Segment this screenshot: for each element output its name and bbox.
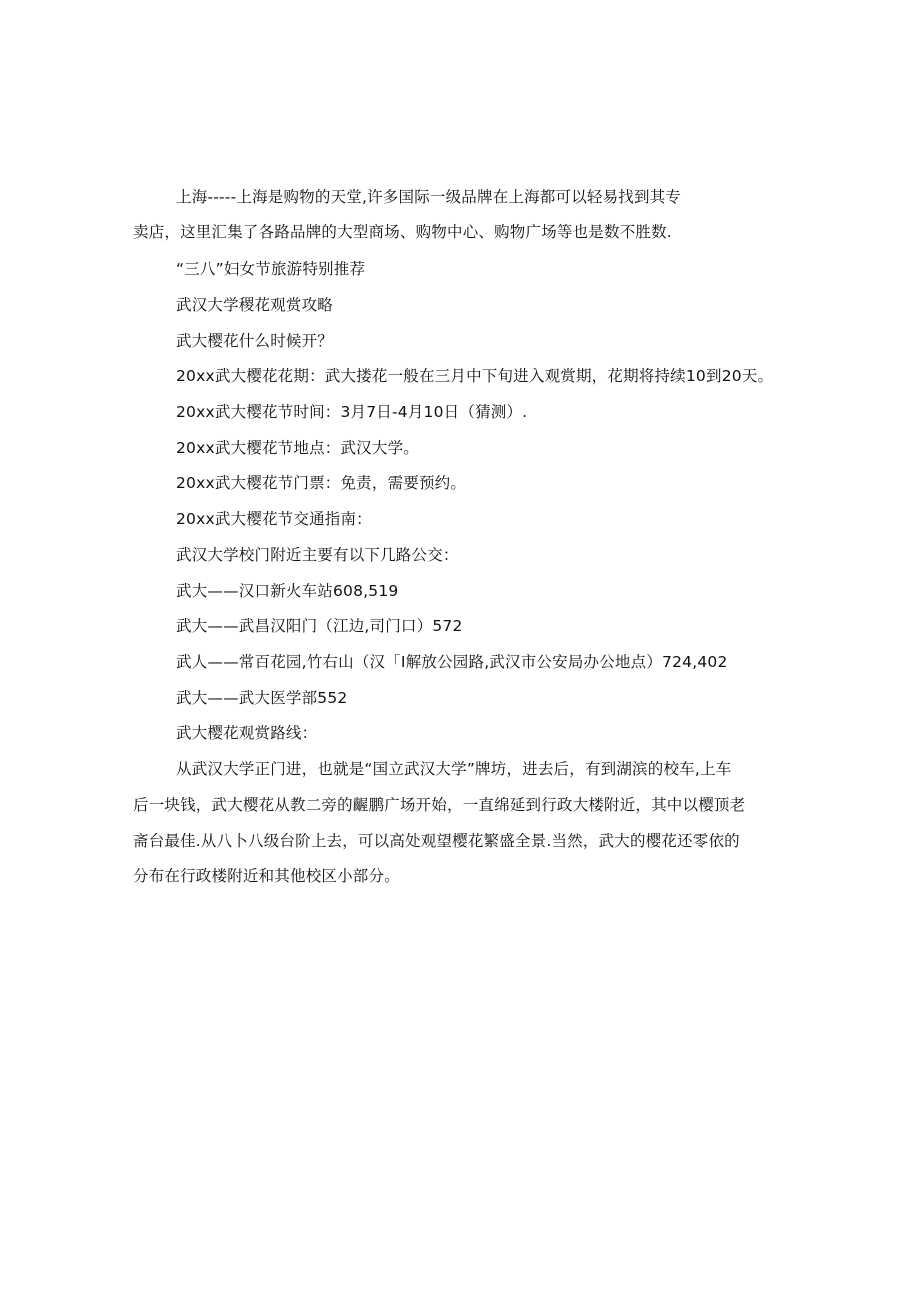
paragraph-line: 20xx武大樱花花期：武大搂花一般在三月中下旬进入观赏期，花期将持续10到20天。 bbox=[176, 367, 774, 385]
paragraph-line: 上海-----上海是购物的天堂,许多国际一级品牌在上海都可以轻易找到其专 bbox=[176, 188, 682, 206]
paragraph-line: 20xx武大樱花节门票：免责，需要预约。 bbox=[176, 474, 467, 492]
section-heading: “三八”妇女节旅游特别推荐 bbox=[176, 260, 366, 278]
paragraph-line: 后一块钱，武大樱花从教二旁的齷鹏广场开始，一直绵延到行政大楼附近，其中以樱顶老 bbox=[133, 796, 746, 814]
bus-route-line: 武大——汉口新火车站608,519 bbox=[176, 582, 399, 600]
paragraph-line: 武汉大学校门附近主要有以下几路公交： bbox=[176, 546, 459, 564]
paragraph-line: 分布在行政楼附近和其他校区小部分。 bbox=[133, 867, 400, 885]
paragraph-line: 20xx武大樱花节地点：武汉大学。 bbox=[176, 439, 419, 457]
bus-route-line: 武大——武昌汉阳门（江边,司门口）572 bbox=[176, 617, 463, 635]
paragraph-line: 20xx武大樱花节交通指南： bbox=[176, 510, 372, 528]
bus-route-line: 武人——常百花园,竹右山（汉「I解放公园路,武汉市公安局办公地点）724,402 bbox=[176, 653, 728, 671]
paragraph-line: 卖店，这里汇集了各路品牌的大型商场、购物中心、购物广场等也是数不胜数. bbox=[133, 223, 672, 241]
bus-route-line: 武大——武大医学部552 bbox=[176, 689, 348, 707]
paragraph-line: 武大樱花观赏路线： bbox=[176, 724, 318, 742]
paragraph-line: 20xx武大樱花节时间：3月7日-4月10日（猜测）. bbox=[176, 403, 528, 421]
section-heading: 武汉大学稷花观赏攻略 bbox=[176, 296, 334, 314]
paragraph-line: 从武汉大学正门进，也就是“国立武汉大学”牌坊，进去后，有到湖滨的校车,上车 bbox=[176, 760, 732, 778]
paragraph-line: 武大樱花什么时候开？ bbox=[176, 332, 334, 350]
paragraph-line: 斋台最佳.从八卜八级台阶上去，可以高处观望樱花繁盛全景.当然，武大的樱花还零依的 bbox=[133, 832, 740, 850]
